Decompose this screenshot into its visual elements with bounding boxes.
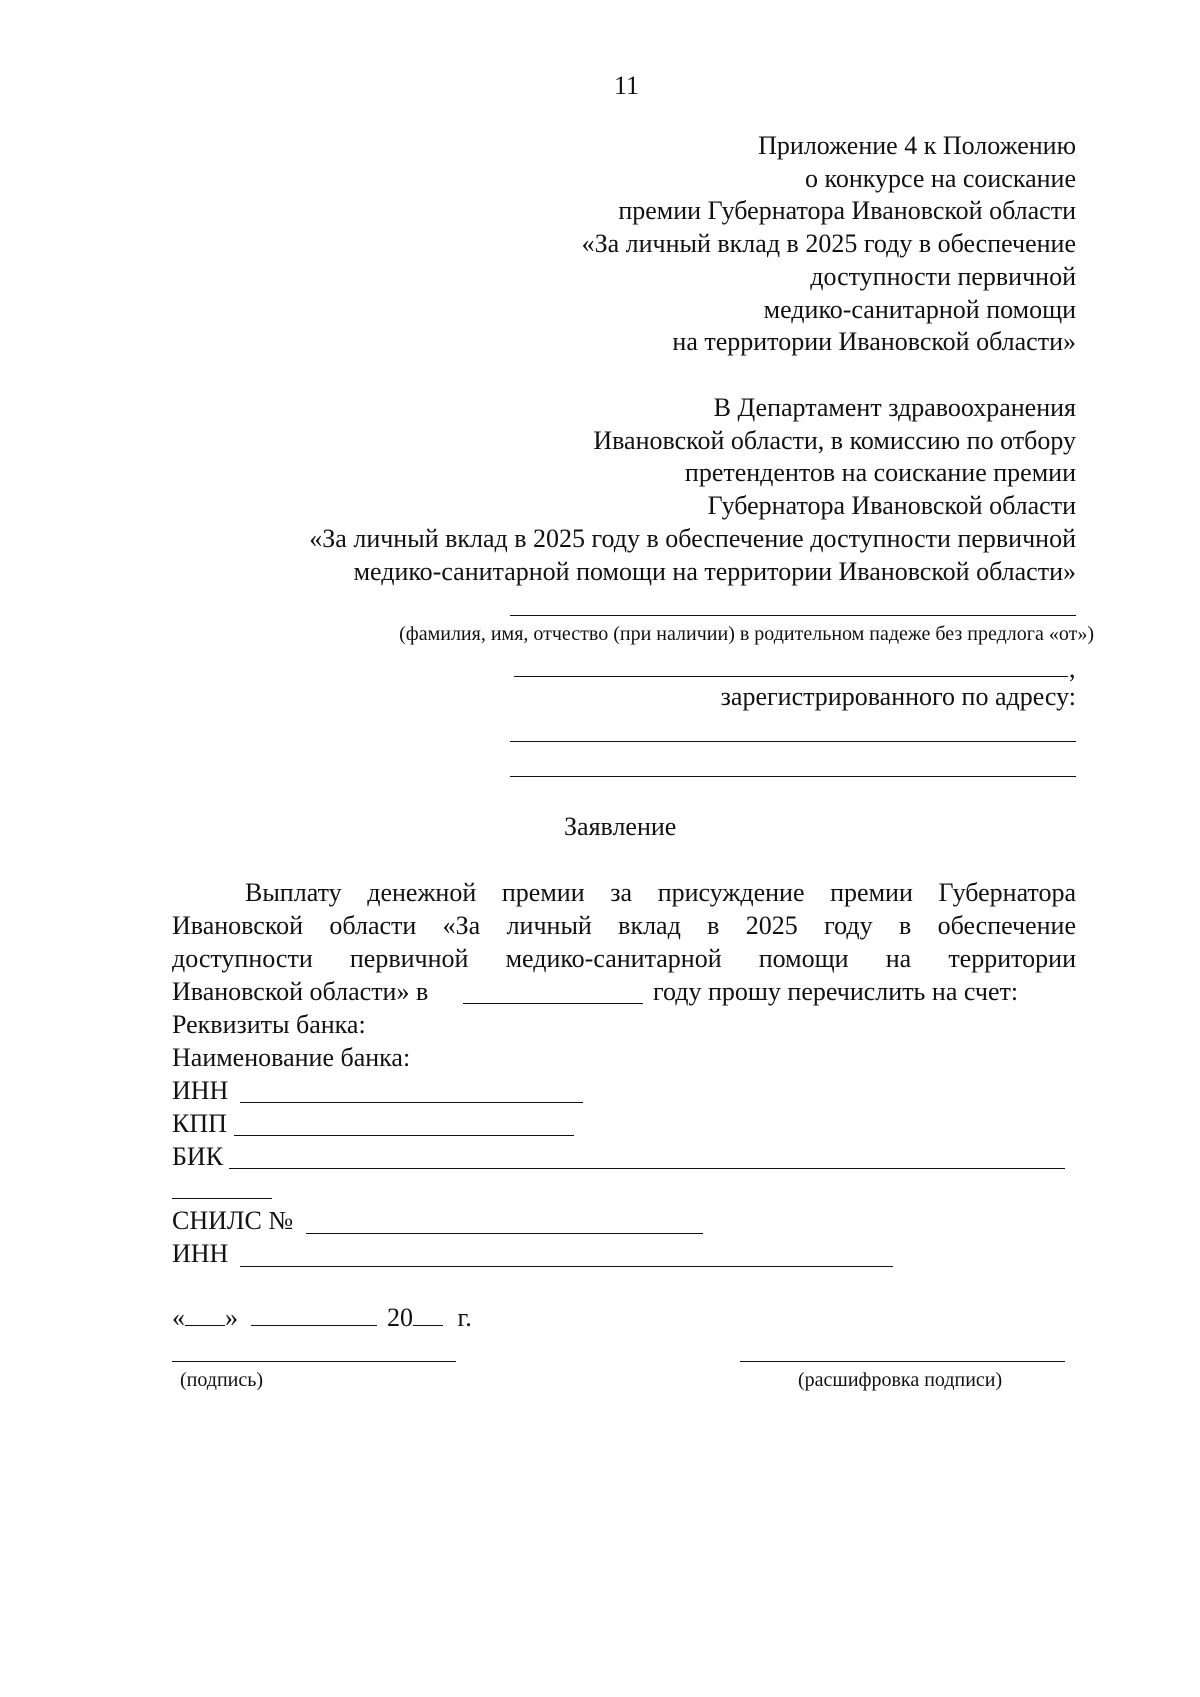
bik-label: БИК xyxy=(172,1142,224,1171)
snils-label: СНИЛС № xyxy=(172,1206,294,1235)
signature-blank[interactable] xyxy=(172,1361,456,1362)
year-suffix-blank[interactable] xyxy=(413,1303,443,1326)
signature-decode-caption: (расшифровка подписи) xyxy=(798,1369,1003,1391)
appendix-line: Приложение 4 к Положению xyxy=(758,131,1076,160)
kpp-blank[interactable] xyxy=(234,1135,574,1136)
appendix-block xyxy=(582,130,1076,359)
address-blank-2[interactable] xyxy=(510,776,1076,777)
appendix-line: премии Губернатора Ивановской области xyxy=(618,196,1076,226)
statement-line-4-suffix: году прошу перечислить на счет: xyxy=(653,977,1019,1006)
appendix-line: «За личный вклад в 2025 году в обеспечение xyxy=(581,229,1076,259)
statement-title: Заявление xyxy=(564,812,677,841)
date-open-quote: « xyxy=(172,1303,185,1332)
date-line xyxy=(172,1302,472,1335)
addressee-line: медико-санитарной помощи на территории Ивановской области» xyxy=(353,556,1076,586)
comma: , xyxy=(1069,654,1076,683)
address-blank-1[interactable] xyxy=(510,741,1076,742)
appendix-line: доступности первичной xyxy=(810,261,1076,291)
appendix-line: на территории Ивановской области» xyxy=(672,327,1076,357)
registered-label: зарегистрированного по адресу: xyxy=(720,682,1076,711)
month-blank[interactable] xyxy=(251,1303,377,1326)
bik-blank-continued[interactable] xyxy=(172,1198,272,1199)
signature-decode-blank[interactable] xyxy=(740,1361,1065,1362)
bank-details-label: Реквизиты банка: xyxy=(172,1010,366,1039)
bik-blank[interactable] xyxy=(229,1168,1065,1169)
inn-label: ИНН xyxy=(172,1076,229,1105)
statement-line-3: доступности первичной медико-санитарной помощи на территории xyxy=(172,944,1076,973)
addressee-line: Губернатора Ивановской области xyxy=(707,491,1076,521)
year-blank[interactable] xyxy=(463,1003,643,1004)
addressee-line: претендентов на соискание премии xyxy=(684,458,1076,488)
inn2-label: ИНН xyxy=(172,1239,229,1268)
inn2-blank[interactable] xyxy=(240,1266,893,1267)
statement-line-2: Ивановской области «За личный вклад в 2025 году в обеспечение xyxy=(172,911,1076,940)
statement-line-4-prefix: Ивановской области» в xyxy=(172,977,429,1006)
statement-line-1: Выплату денежной премии за присуждение премии Губернатора xyxy=(245,878,1076,907)
inn-blank[interactable] xyxy=(240,1102,583,1103)
date-close-quote: » xyxy=(225,1303,238,1332)
addressee-block xyxy=(309,392,1076,588)
appendix-line: медико-санитарной помощи xyxy=(763,294,1076,324)
page-number: 11 xyxy=(614,71,640,100)
applicant-name-caption: (фамилия, имя, отчество (при наличии) в родительном падеже без предлога «от») xyxy=(399,623,1094,645)
kpp-label: КПП xyxy=(172,1109,227,1138)
applicant-name-blank[interactable] xyxy=(510,615,1076,616)
snils-blank[interactable] xyxy=(306,1233,703,1234)
year-prefix: 20 xyxy=(387,1303,413,1332)
day-blank[interactable] xyxy=(185,1303,225,1326)
year-suffix: г. xyxy=(457,1303,472,1332)
addressee-line: Ивановской области, в комиссию по отбору xyxy=(593,425,1076,455)
addressee-line: «За личный вклад в 2025 году в обеспечение доступности первичной xyxy=(309,523,1076,553)
applicant-name-blank-2[interactable] xyxy=(514,676,1068,677)
signature-caption: (подпись) xyxy=(180,1369,264,1391)
appendix-line: о конкурсе на соискание xyxy=(805,163,1076,193)
bank-name-label: Наименование банка: xyxy=(172,1043,411,1072)
addressee-line: В Департамент здравоохранения xyxy=(713,393,1076,422)
